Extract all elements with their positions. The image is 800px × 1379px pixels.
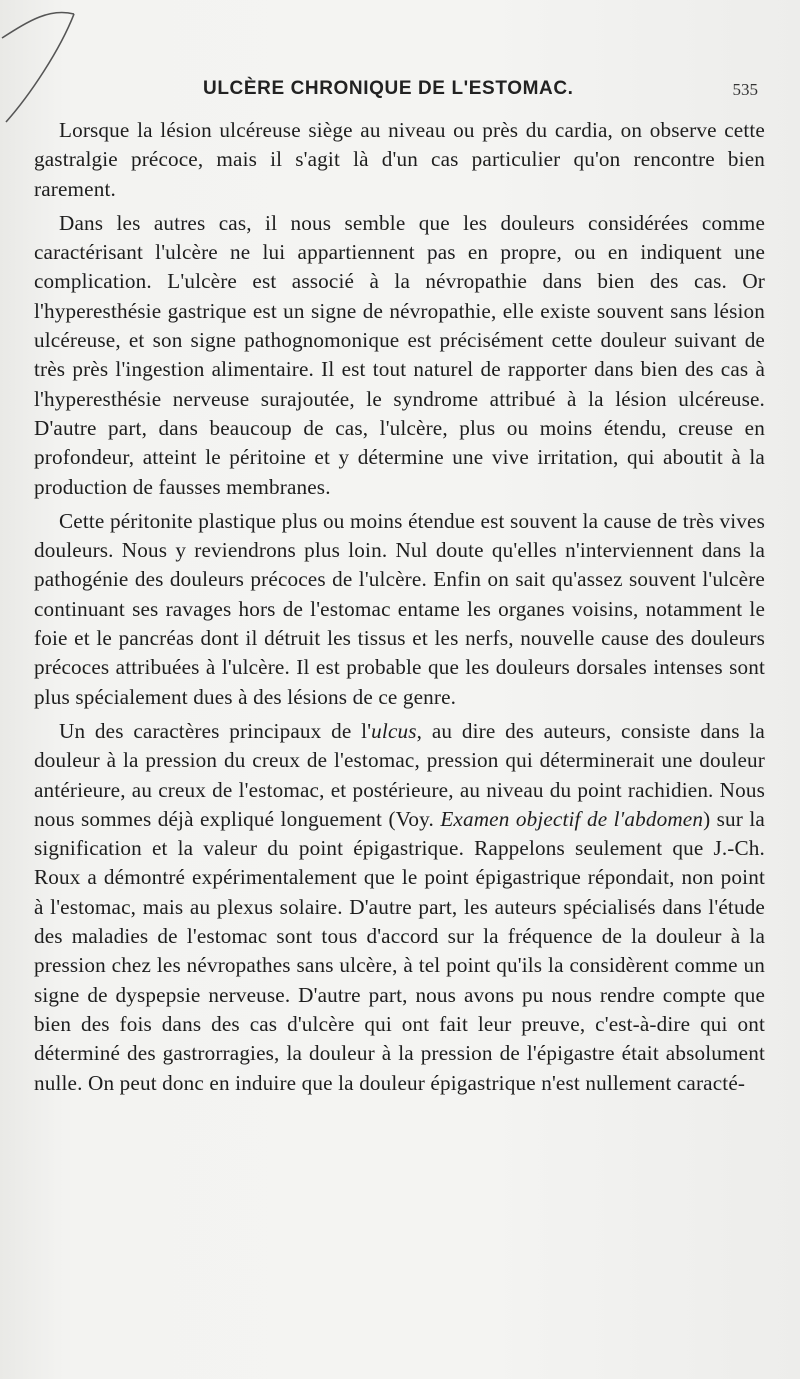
paragraph [34,717,765,1098]
pencil-mark [0,0,100,130]
cross-reference: Examen objectif de l'abdomen [440,806,704,831]
running-header [200,76,760,106]
paragraph: Cette péritonite plastique plus ou moins étendue est souvent la cause de très vives douleurs. Nous y reviendrons plus loin. Nul doute qu'elles n'interviennent dans la pathogénie des douleurs précoces de l'ulcère. Enfin on sait qu'assez souvent l'ulcère continuant ses ravages hors de l'estomac entame les organes voisins, notamment le foie et le pancréas dont il détruit les tissus et les nerfs, nouvelle cause des douleurs précoces attribuées à l'ulcère. Il est probable que les douleurs dorsales intenses sont plus spécialement dues à des lésions de ce genre. [34,508,765,709]
paragraph-text: , au dire des auteurs, consiste dans la douleur à la pression du creux de l'estomac, pression qui déterminerait une douleur antérieure, au creux de l'estomac, et postérieure, au niveau du point rachidien. Nous nous sommes déjà expliqué longuement (Voy. [34,718,765,831]
paragraph: Dans les autres cas, il nous semble que les douleurs considérées comme caractérisant l'ulcère ne lui appartiennent pas en propre, ou en indiquent une complication. L'ulcère est associé à la névropathie dans bien des cas. Or l'hyperesthésie gastrique est un signe de névropathie, elle existe souvent sans lésion ulcéreuse, et son signe pathognomonique est précisément cette douleur suivant de très près l'ingestion alimentaire. Il est tout naturel de rapporter dans bien des cas à l'hyperesthésie nerveuse surajoutée, le syndrome attribué à la lésion ulcéreuse. D'autre part, dans beaucoup de cas, l'ulcère, plus ou moins étendu, creuse en profondeur, atteint le péritoine et y détermine une vive irritation, qui aboutit à la production de fausses membranes. [34,210,765,499]
paragraph: Lorsque la lésion ulcéreuse siège au niveau ou près du cardia, on observe cette gastralgie précoce, mais il s'agit là d'un cas particulier qu'on rencontre bien rarement. [34,118,765,201]
running-title: ULCÈRE CHRONIQUE DE L'ESTOMAC. [203,78,574,99]
paragraph-text: Un des caractères principaux de l' [59,718,372,743]
ulcus-term: ulcus [371,718,417,743]
paragraph-text: ) sur la signification et la valeur du point épigastrique. Rappelons seulement que J.-Ch. Roux a démontré expérimentalement que le point épigastrique répondait, non point à l'estomac, mais au plexus solaire. D'autre part, les auteurs spécialisés dans l'étude des maladies de l'estomac sont tous d'accord sur la fréquence de la douleur à la pression chez les névropathes sans ulcère, à tel point qu'ils la considèrent comme un signe de dyspepsie nerveuse. D'autre part, nous avons pu nous rendre compte que bien des fois dans des cas d'ulcère qui ont fait leur preuve, c'est-à-dire qui ont déterminé des gastrorragies, la douleur à la pression de l'épigastre était absolument nulle. On peut donc en induire que la douleur épigastrique n'est nullement caracté- [34,806,765,1095]
page-number: 535 [732,80,758,99]
body-text [34,116,765,1098]
